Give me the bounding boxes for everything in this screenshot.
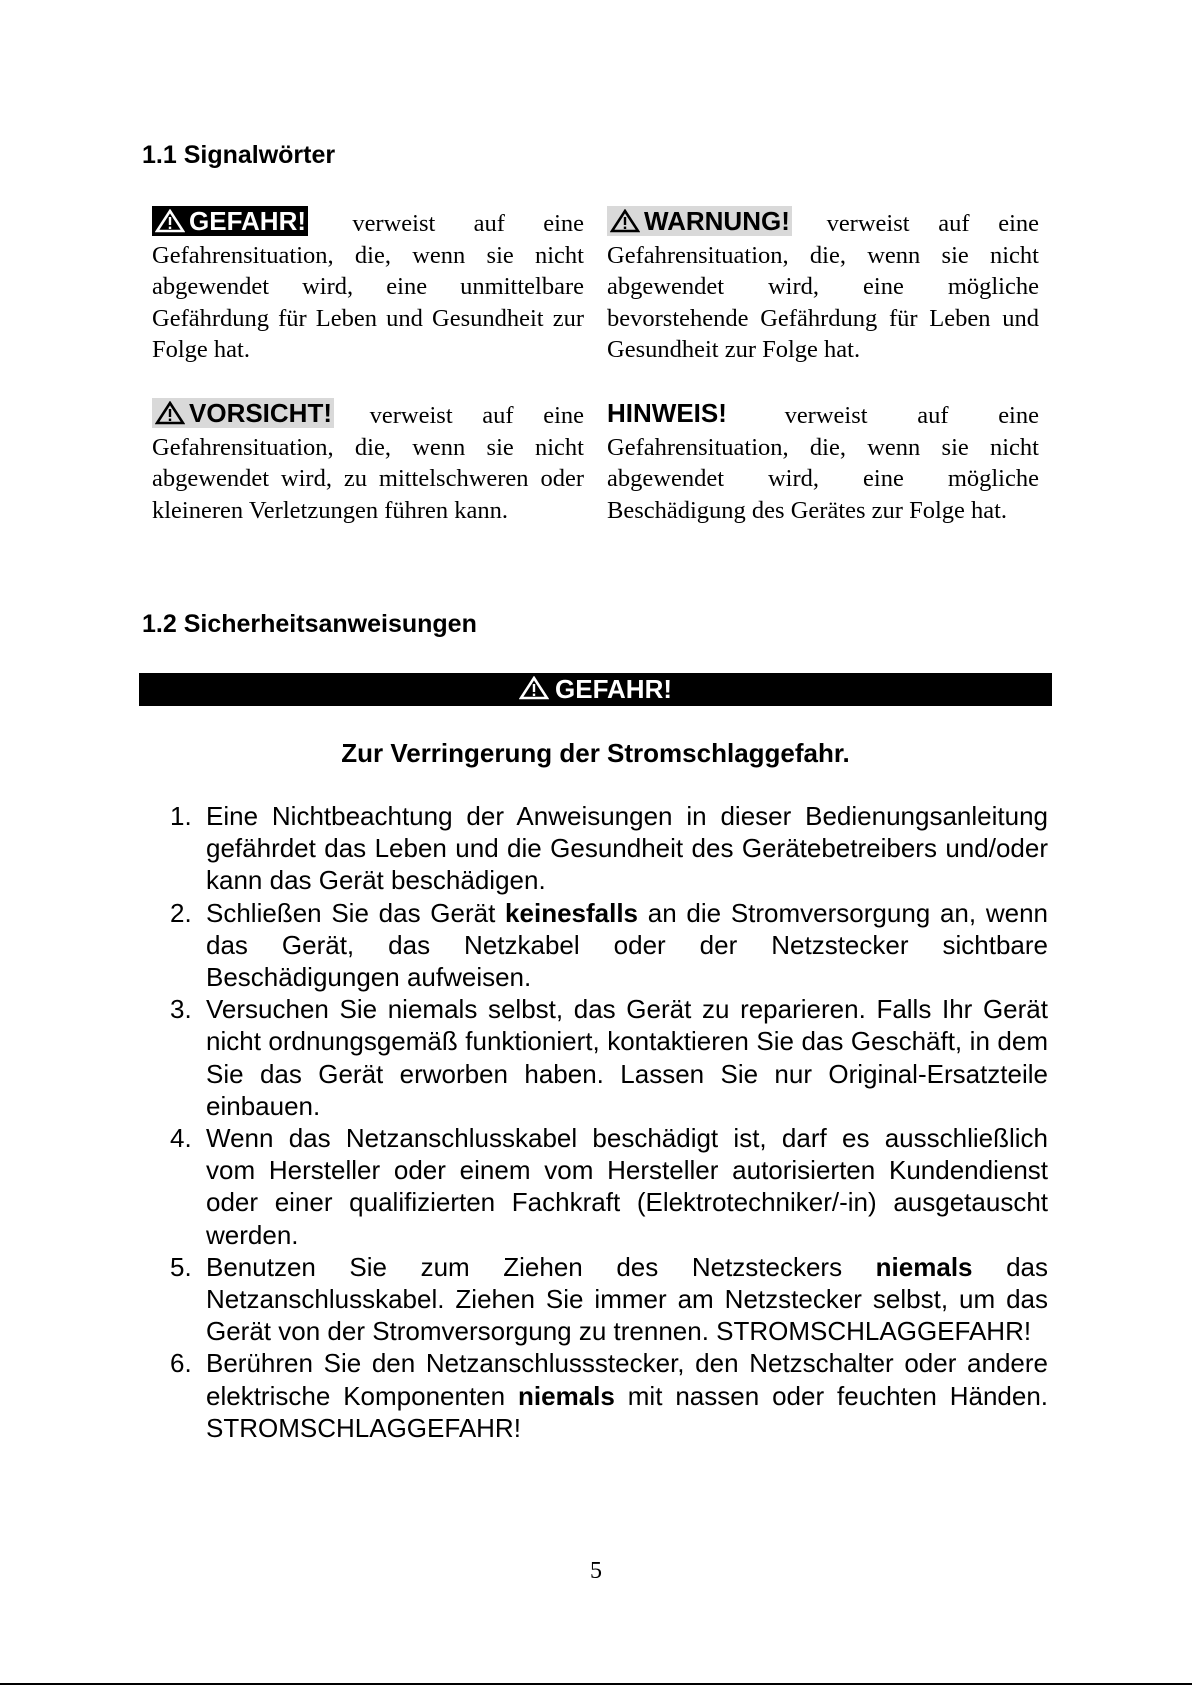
gefahr-label: GEFAHR!: [189, 206, 306, 236]
warning-triangle-icon: [610, 209, 640, 233]
warning-triangle-icon: [519, 676, 549, 700]
hinweis-label: HINWEIS!: [607, 398, 727, 428]
hinweis-badge: [607, 398, 729, 428]
signal-word-warnung: [607, 206, 1039, 366]
warnung-label: WARNUNG!: [644, 206, 790, 236]
list-item: 5. Benutzen Sie zum Ziehen des Netzsteckers niemals das Netzanschlusskabel. Ziehen Sie immer am Netzstecker selbst, um das Gerät von der Stromversorgung zu trennen. STROMSCHLAGGEFAHR!: [170, 1251, 1048, 1347]
danger-banner: [139, 673, 1052, 706]
hinweis-description: verweist auf eine Gefahrensituation, die, wenn sie nicht abgewendet wird, eine mögliche Beschädigung des Gerätes zur Folge hat.: [607, 402, 1039, 524]
page-number: 5: [590, 1558, 602, 1584]
signal-word-gefahr: [152, 206, 584, 366]
safety-subtitle: Zur Verringerung der Stromschlaggefahr.: [341, 738, 850, 768]
signal-word-hinweis: [607, 398, 1039, 526]
list-item: 1. Eine Nichtbeachtung der Anweisungen in dieser Bedienungsanleitung gefährdet das Leben und die Gesundheit des Gerätebetreibers und/oder kann das Gerät beschädigen.: [170, 801, 1048, 896]
vorsicht-badge: [152, 398, 334, 428]
gefahr-badge: [152, 206, 308, 236]
warnung-badge: [607, 206, 792, 236]
signal-word-vorsicht: [152, 398, 584, 526]
vorsicht-label: VORSICHT!: [189, 398, 332, 428]
list-item: 6. Berühren Sie den Netzanschlussstecker, den Netzschalter oder andere elektrische Komponenten niemals mit nassen oder feuchten Händen. STROMSCHLAGGEFAHR!: [170, 1348, 1049, 1443]
list-item: 4. Wenn das Netzanschlusskabel beschädigt ist, darf es ausschließlich vom Hersteller oder einem vom Hersteller autorisierten Kundendienst oder einer qualifizierten Fachkraft (Elektrotechniker/-in) ausgetauscht werden.: [170, 1123, 1048, 1250]
section-heading-signalwoerter: 1.1 Signalwörter: [142, 141, 336, 169]
safety-instructions-list: [160, 800, 1048, 1444]
gefahr-description: verweist auf eine Gefahrensituation, die, wenn sie nicht abgewendet wird, eine unmittelbare Gefährdung für Leben und Gesundheit zur Folge hat.: [152, 210, 585, 363]
warnung-description: verweist auf eine Gefahrensituation, die, wenn sie nicht abgewendet wird, eine mögliche bevorstehende Gefährdung für Leben und Gesundheit zur Folge hat.: [607, 210, 1040, 363]
vorsicht-description: verweist auf eine Gefahrensituation, die, wenn sie nicht abgewendet wird, zu mittelschweren oder kleineren Verletzungen führen kann.: [152, 402, 584, 524]
warning-triangle-icon: [155, 401, 185, 425]
danger-banner-label: GEFAHR!: [555, 674, 672, 704]
section-heading-sicherheitsanweisungen: 1.2 Sicherheitsanweisungen: [142, 610, 477, 638]
list-item: 3. Versuchen Sie niemals selbst, das Gerät zu reparieren. Falls Ihr Gerät nicht ordnungsgemäß funktioniert, kontaktieren Sie das Geschäft, in dem Sie das Gerät erworben haben. Lassen Sie nur Original-Ersatzteile einbauen.: [170, 994, 1048, 1121]
warning-triangle-icon: [155, 209, 185, 233]
list-item: 2. Schließen Sie das Gerät keinesfalls an die Stromversorgung an, wenn das Gerät, das Netzkabel oder der Netzstecker sichtbare Beschädigungen aufweisen.: [170, 897, 1048, 993]
